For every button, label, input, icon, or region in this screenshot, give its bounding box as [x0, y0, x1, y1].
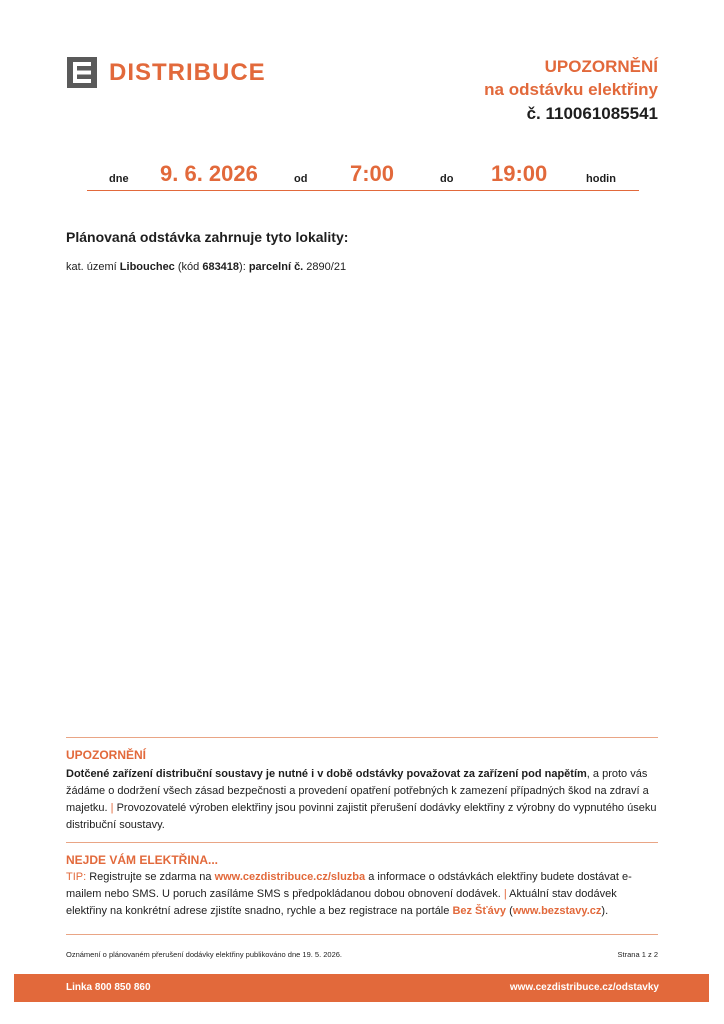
hotline: Linka 800 850 860	[66, 982, 151, 993]
no-power-title: NEJDE VÁM ELEKTŘINA...	[66, 853, 219, 867]
outage-date: 9. 6. 2026	[160, 161, 258, 186]
parcel-label: parcelní č.	[248, 261, 304, 273]
tip-label: TIP:	[66, 871, 87, 883]
parcel-number: 2890/21	[303, 261, 347, 273]
cadastral-code: 683418	[202, 261, 240, 273]
location-item: kat. území Libouchec (kód 683418): parcelní č. 2890/21	[66, 261, 347, 273]
schedule-row	[87, 160, 639, 191]
footer-bar	[14, 974, 709, 1002]
no-power-text: TIP: Registrujte se zdarma na www.cezdistribuce.cz/sluzba a informace o odstávkách elektřiny budete dostávat e-mailem nebo SMS. U poruch zasíláme SMS s předpokládanou dobou obnovení dodávek. | Aktuální stav dodávek elektřiny na konkrétní adrese zjistíte snadno, rychle a bez registrace na portále Bez Šťávy (www.bezstavy.cz).	[66, 871, 632, 917]
warning-title: UPOZORNĚNÍ	[66, 748, 147, 762]
portal-name: Bez Šťávy	[452, 905, 507, 917]
locations-heading: Plánovaná odstávka zahrnuje tyto lokality:	[66, 229, 349, 245]
registration-link[interactable]: www.cezdistribuce.cz/sluzba	[214, 871, 366, 883]
unit-label: hodin	[586, 173, 616, 185]
date-label: dne	[109, 173, 129, 185]
from-label: od	[294, 173, 308, 185]
notice-number: č. 110061085541	[526, 104, 658, 123]
brand-name: DISTRIBUCE	[109, 59, 266, 86]
cez-logo-icon	[67, 57, 97, 88]
notice-title: UPOZORNĚNÍ	[544, 57, 658, 76]
cadastral-area: Libouchec	[119, 261, 175, 273]
page-number: Strana 1 z 2	[617, 950, 658, 959]
divider	[66, 737, 658, 738]
notice-header	[484, 56, 658, 126]
footer-website-link[interactable]: www.cezdistribuce.cz/odstavky	[509, 982, 659, 993]
publication-note: Oznámení o plánovaném přerušení dodávky elektřiny publikováno dne 19. 5. 2026.	[66, 950, 343, 959]
to-time: 19:00	[491, 161, 548, 186]
from-time: 7:00	[350, 161, 395, 186]
to-label: do	[440, 173, 454, 185]
notice-subtitle: na odstávku elektřiny	[484, 80, 658, 99]
portal-link[interactable]: www.bezstavy.cz	[512, 905, 602, 917]
warning-text: Dotčené zařízení distribuční soustavy je nutné i v době odstávky považovat za zařízení pod napětím, a proto vás žádáme o dodržení všech zásad bezpečnosti a provedení opatření potřebných k zamezení případných škod na zdraví a majetku. | Provozovatelé výroben elektřiny jsou povinni zajistit přerušení dodávky elektřiny z výrobny do vypnutého úseku distribuční soustavy.	[66, 768, 657, 831]
divider	[66, 842, 658, 843]
divider	[66, 934, 658, 935]
